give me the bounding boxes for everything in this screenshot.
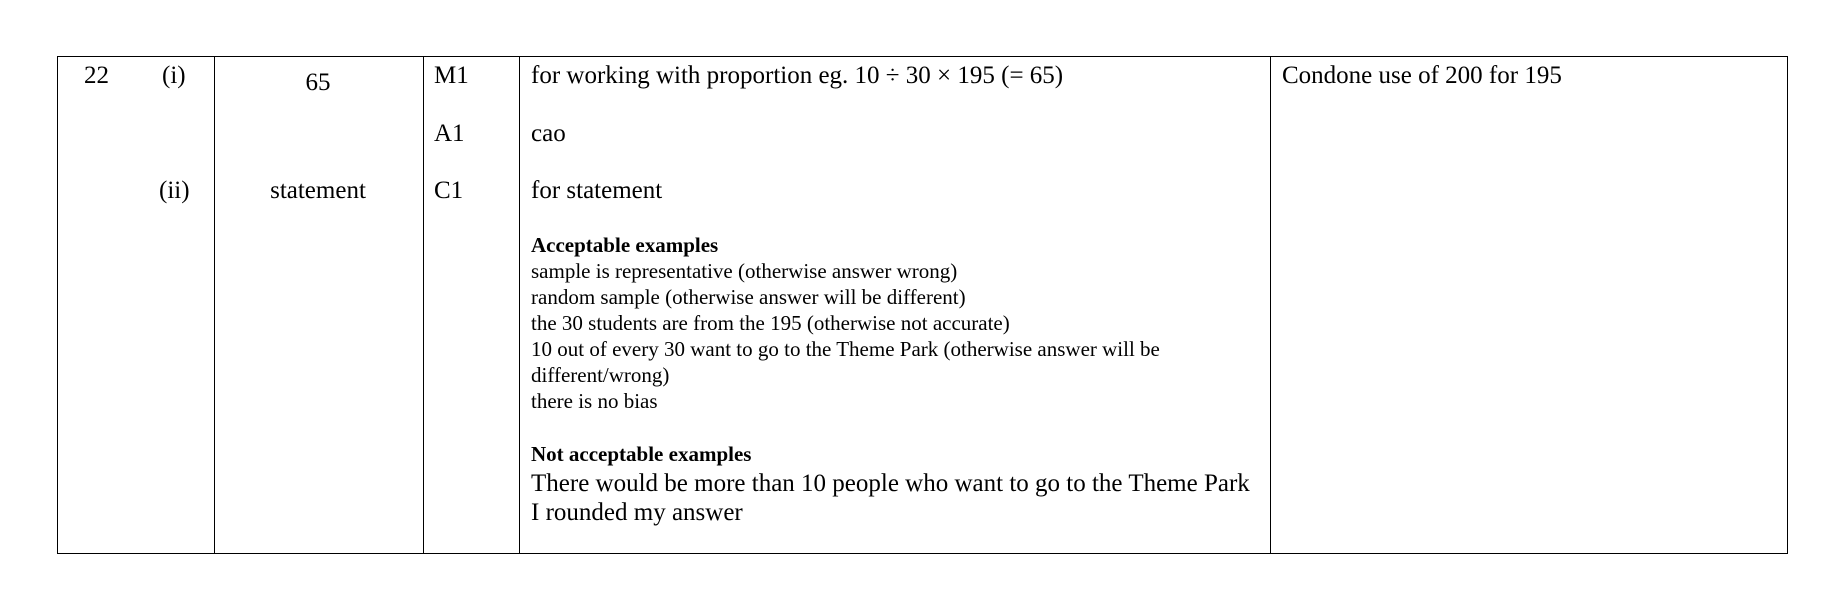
mark-code: M1 — [434, 62, 469, 89]
column-divider — [519, 57, 520, 553]
mark-code: A1 — [434, 120, 465, 147]
mark-scheme-table — [57, 56, 1788, 554]
acceptable-example: 10 out of every 30 want to go to the Theme Park (otherwise answer will be — [531, 337, 1160, 361]
additional-guidance: Condone use of 200 for 195 — [1282, 62, 1562, 89]
column-divider — [423, 57, 424, 553]
acceptable-example: there is no bias — [531, 389, 658, 413]
column-divider — [1270, 57, 1271, 553]
acceptable-example: random sample (otherwise answer will be different) — [531, 285, 966, 309]
part-label: (ii) — [159, 177, 190, 204]
not-acceptable-example: I rounded my answer — [531, 499, 743, 526]
part-label: (i) — [162, 62, 186, 89]
acceptable-example: different/wrong) — [531, 363, 670, 387]
mark-code: C1 — [434, 177, 464, 204]
acceptable-example: sample is representative (otherwise answer wrong) — [531, 259, 958, 283]
answer-cell: statement — [270, 177, 366, 204]
column-divider — [214, 57, 215, 553]
not-acceptable-examples-heading: Not acceptable examples — [531, 442, 752, 466]
acceptable-example: the 30 students are from the 195 (otherwise not accurate) — [531, 311, 1010, 335]
not-acceptable-example: There would be more than 10 people who want to go to the Theme Park — [531, 470, 1250, 497]
answer-cell: 65 — [305, 69, 331, 96]
question-number: 22 — [84, 62, 109, 89]
mark-guidance: for statement — [531, 177, 663, 204]
mark-guidance: for working with proportion eg. 10 ÷ 30 × 195 (= 65) — [531, 62, 1064, 89]
acceptable-examples-heading: Acceptable examples — [531, 233, 719, 257]
mark-guidance: cao — [531, 120, 566, 147]
